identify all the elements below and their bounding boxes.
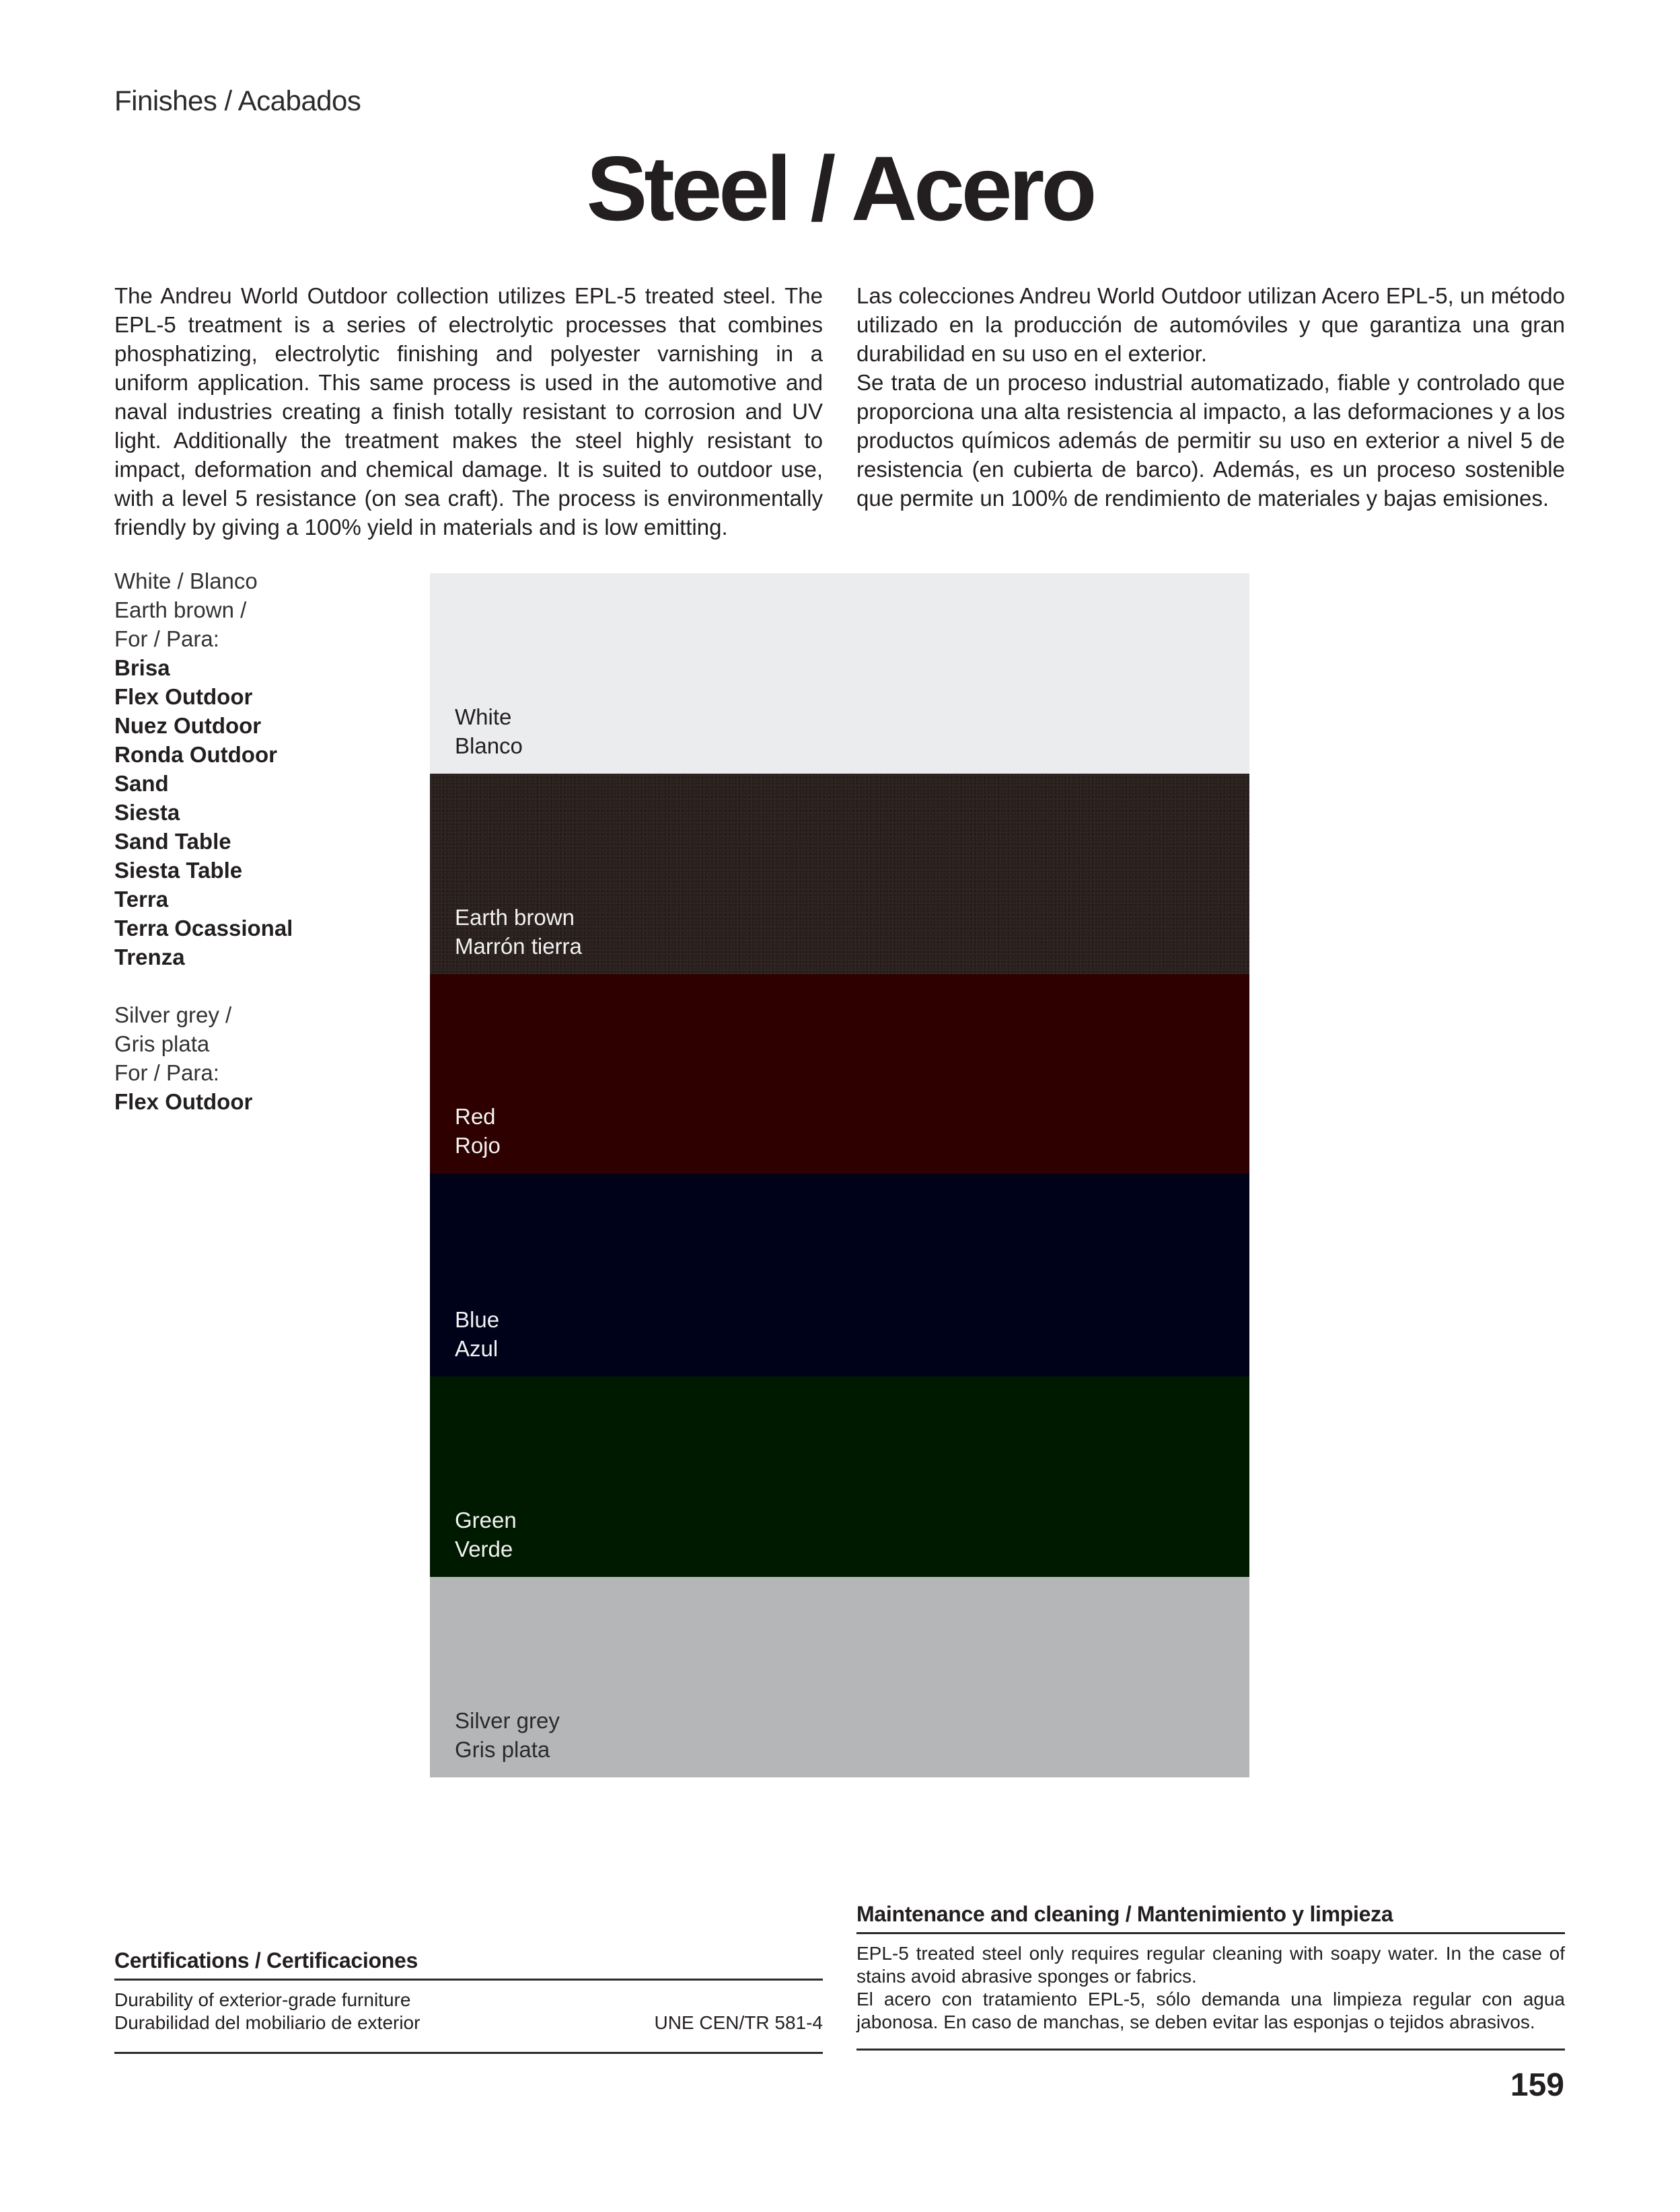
group1-color-line1: White / Blanco <box>114 568 258 593</box>
swatch-name-es: Blanco <box>455 733 523 758</box>
group2-for-label: For / Para: <box>114 1060 219 1085</box>
product-name: Flex Outdoor <box>114 684 253 709</box>
certifications-block <box>114 1948 823 2054</box>
product-name: Trenza <box>114 945 185 969</box>
certification-description <box>114 1989 420 2034</box>
certifications-body <box>114 1981 823 2054</box>
swatch-name-en: Red <box>455 1104 496 1129</box>
maintenance-block <box>856 1901 1565 2051</box>
certifications-heading: Certifications / Certificaciones <box>114 1948 823 1981</box>
group2-color-line2: Gris plata <box>114 1031 210 1056</box>
swatch-label <box>455 1706 560 1764</box>
product-name: Sand <box>114 771 169 796</box>
product-name: Siesta <box>114 800 180 825</box>
swatch-red <box>430 974 1249 1173</box>
page-title: Steel / Acero <box>586 137 1094 239</box>
swatch-label <box>455 702 523 760</box>
product-name: Ronda Outdoor <box>114 742 277 767</box>
swatch-label <box>455 1506 517 1563</box>
product-name: Siesta Table <box>114 858 243 883</box>
maintenance-text-es: El acero con tratamiento EPL-5, sólo demanda una limpieza regular con agua jabonosa. En caso de manchas, se deben evitar las esponjas o tejidos abrasivos. <box>856 1989 1565 2032</box>
swatch-name-en: Silver grey <box>455 1708 560 1733</box>
product-name: Flex Outdoor <box>114 1089 253 1114</box>
intro-spanish <box>856 281 1565 513</box>
swatch-white <box>430 573 1249 774</box>
intro-spanish-paragraph-1: Las colecciones Andreu World Outdoor utilizan Acero EPL-5, un método utilizado en la producción de automóviles y que garantiza una gran durabilidad en su uso en el exterior. <box>856 283 1565 366</box>
maintenance-body <box>856 1934 1565 2051</box>
swatch-earth-brown <box>430 774 1249 974</box>
intro-english <box>114 281 823 542</box>
certification-desc-es: Durabilidad del mobiliario de exterior <box>114 2012 421 2033</box>
maintenance-text-en: EPL-5 treated steel only requires regular cleaning with soapy water. In the case of stains avoid abrasive sponges or fabrics. <box>856 1943 1565 1987</box>
swatch-label <box>455 1305 499 1363</box>
certification-standard: UNE CEN/TR 581-4 <box>654 2012 823 2033</box>
swatch-name-es: Gris plata <box>455 1737 550 1762</box>
intro-english-paragraph: The Andreu World Outdoor collection utilizes EPL-5 treated steel. The EPL-5 treatment is a series of electrolytic processes that combines phosphatizing, electrolytic finishing and polyester varnishing in a uniform application. This same process is used in the automotive and naval industries creating a finish totally resistant to corrosion and UV light. Additionally the treatment makes the steel highly resistant to impact, deformation and chemical damage. It is suited to outdoor use, with a level 5 resistance (on sea craft). The process is environmentally friendly by giving a 100% yield in materials and is low emitting. <box>114 283 823 540</box>
group2-color-line1: Silver grey / <box>114 1002 232 1027</box>
swatch-blue <box>430 1173 1249 1376</box>
certification-row <box>114 1989 823 2034</box>
swatch-name-en: White <box>455 704 512 729</box>
swatch-name-es: Marrón tierra <box>455 934 582 959</box>
product-name: Nuez Outdoor <box>114 713 262 738</box>
swatch-silver-grey <box>430 1577 1249 1777</box>
page-number: 159 <box>1510 2067 1564 2103</box>
swatch-name-en: Green <box>455 1508 517 1533</box>
maintenance-heading: Maintenance and cleaning / Mantenimiento y limpieza <box>856 1901 1565 1934</box>
swatch-green <box>430 1376 1249 1577</box>
product-name: Terra <box>114 887 169 912</box>
group1-color-line2: Earth brown / <box>114 597 247 622</box>
product-name: Terra Ocassional <box>114 916 293 941</box>
intro-spanish-paragraph-2: Se trata de un proceso industrial automatizado, fiable y controlado que proporciona una alta resistencia al impacto, a las deformaciones y a los productos químicos además de permitir su uso en exterior a nivel 5 de resistencia (en cubierta de barco). Además, es un proceso sostenible que permite un 100% de rendimiento de materiales y bajas emisiones. <box>856 370 1565 511</box>
group1-for-label: For / Para: <box>114 626 219 651</box>
swatch-label <box>455 1102 501 1160</box>
swatch-name-es: Verde <box>455 1537 513 1561</box>
product-name: Brisa <box>114 655 170 680</box>
swatch-name-en: Earth brown <box>455 905 575 930</box>
swatch-name-es: Azul <box>455 1336 499 1361</box>
color-swatches <box>430 573 1249 1777</box>
swatch-name-en: Blue <box>455 1307 500 1332</box>
product-name: Sand Table <box>114 829 231 854</box>
certification-desc-en: Durability of exterior-grade furniture <box>114 1989 411 2010</box>
list-spacer <box>114 971 410 1000</box>
section-label: Finishes / Acabados <box>114 85 361 116</box>
finish-availability-list <box>114 566 410 1116</box>
swatch-label <box>455 903 582 961</box>
swatch-name-es: Rojo <box>455 1133 501 1158</box>
